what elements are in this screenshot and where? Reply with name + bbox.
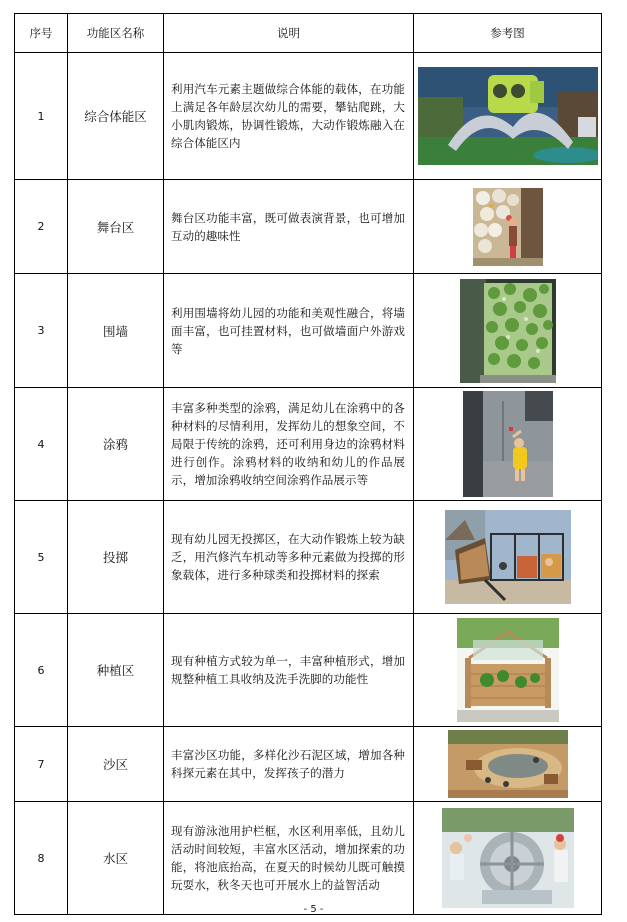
table-row — [15, 614, 602, 727]
area-name: 种植区 — [68, 614, 164, 727]
area-description: 利用汽车元素主题做综合体能的载体，在功能上满足各年龄层次幼儿的需要，攀钻爬跳，大小肌肉锻炼，协调性锻炼，大动作锻炼融入在综合体能区内 — [164, 53, 414, 180]
reference-image-cell — [414, 501, 602, 614]
header-image: 参考图 — [414, 14, 602, 53]
reference-image-cell — [414, 802, 602, 915]
row-number: 4 — [15, 388, 68, 501]
header-desc: 说明 — [164, 14, 414, 53]
area-name: 投掷 — [68, 501, 164, 614]
area-description: 舞台区功能丰富，既可做表演背景，也可增加互动的趣味性 — [164, 180, 414, 274]
function-area-table — [14, 13, 602, 915]
header-name: 功能区名称 — [68, 14, 164, 53]
area-description: 利用围墙将幼儿园的功能和美观性融合，将墙面丰富，也可挂置材料，也可做墙面户外游戏等 — [164, 274, 414, 388]
table-row — [15, 53, 602, 180]
row-number: 7 — [15, 727, 68, 802]
table-row — [15, 802, 602, 915]
reference-photo-throwing — [445, 510, 571, 604]
reference-image-cell — [414, 274, 602, 388]
row-number: 1 — [15, 53, 68, 180]
area-name: 综合体能区 — [68, 53, 164, 180]
reference-photo-stage — [473, 188, 543, 266]
row-number: 5 — [15, 501, 68, 614]
header-no: 序号 — [15, 14, 68, 53]
table-row — [15, 501, 602, 614]
area-name: 舞台区 — [68, 180, 164, 274]
area-description: 现有游泳池用护栏框，水区利用率低，且幼儿活动时间较短，丰富水区活动，增加探索的功能，将池底抬高，在夏天的时候幼儿既可触摸玩耍水，秋冬天也可开展水上的益智活动 — [164, 802, 414, 915]
table-row — [15, 274, 602, 388]
area-description: 现有幼儿园无投掷区，在大动作锻炼上较为缺乏，用汽修汽车机动等多种元素做为投掷的形象载体，进行多种球类和投掷材料的探索 — [164, 501, 414, 614]
reference-image-cell — [414, 727, 602, 802]
area-description: 现有种植方式较为单一，丰富种植形式，增加规整种植工具收纳及洗手洗脚的功能性 — [164, 614, 414, 727]
area-name: 沙区 — [68, 727, 164, 802]
table-header-row — [15, 14, 602, 53]
reference-image-cell — [414, 388, 602, 501]
reference-photo-playground — [418, 67, 598, 165]
area-name: 水区 — [68, 802, 164, 915]
row-number: 8 — [15, 802, 68, 915]
reference-photo-planting — [457, 618, 559, 722]
table-row — [15, 727, 602, 802]
reference-photo-water — [442, 808, 574, 908]
table-row — [15, 180, 602, 274]
reference-image-cell — [414, 614, 602, 727]
reference-image-cell — [414, 180, 602, 274]
area-name: 涂鸦 — [68, 388, 164, 501]
row-number: 6 — [15, 614, 68, 727]
reference-image-cell — [414, 53, 602, 180]
row-number: 3 — [15, 274, 68, 388]
area-name: 围墙 — [68, 274, 164, 388]
reference-photo-graffiti — [463, 391, 553, 497]
area-description: 丰富沙区功能，多样化沙石泥区域，增加各种科探元素在其中，发挥孩子的潜力 — [164, 727, 414, 802]
row-number: 2 — [15, 180, 68, 274]
reference-photo-sand — [448, 730, 568, 798]
reference-photo-green-wall — [460, 279, 556, 383]
area-description: 丰富多种类型的涂鸦，满足幼儿在涂鸦中的各种材料的尽情利用，发挥幼儿的想象空间，不局限于传统的涂鸦，还可利用身边的涂鸦材料进行创作。涂鸦材料的收纳和幼儿的作品展示，增加涂鸦收纳空间涂鸦作品展示等 — [164, 388, 414, 501]
page-number: - 5 - — [303, 904, 324, 915]
table-row — [15, 388, 602, 501]
